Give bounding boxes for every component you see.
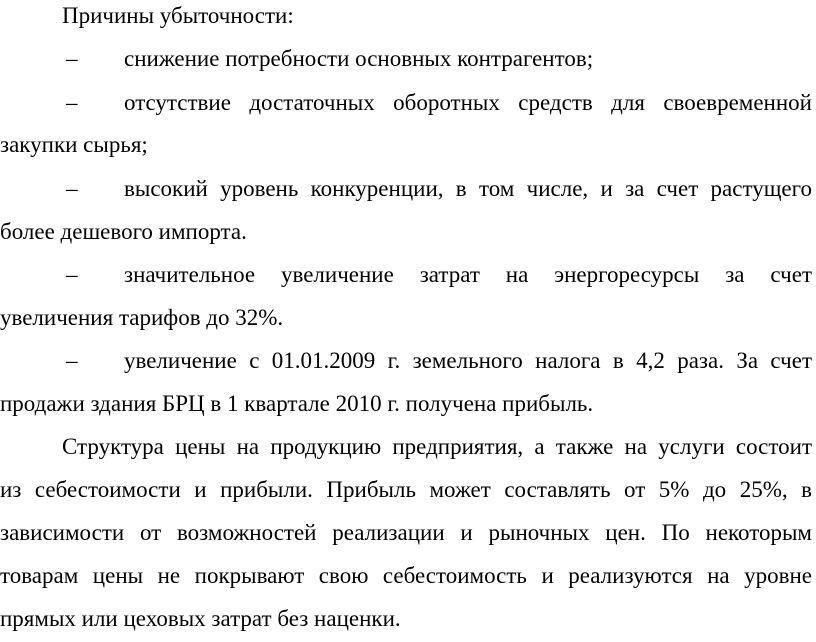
bullet-4-continuation: увеличения тарифов до 32%. <box>0 305 284 330</box>
paragraph-line: зависимости от возможностей реализации и рыночных цен. По некоторым <box>0 520 812 545</box>
bullet-4-text: значительное увеличение затрат на энергоресурсы за счет <box>124 262 812 287</box>
bullet-5-text: увеличение с 01.01.2009 г. земельного налога в 4,2 раза. За счет <box>124 348 812 373</box>
bullet-2-continuation: закупки сырья; <box>0 132 148 157</box>
bullet-dash: – <box>66 348 78 373</box>
bullet-3-continuation: более дешевого импорта. <box>0 219 247 244</box>
bullet-dash: – <box>66 46 78 71</box>
bullet-dash: – <box>66 176 78 201</box>
bullet-2-text: отсутствие достаточных оборотных средств для своевременной <box>124 90 812 115</box>
paragraph-line: из себестоимости и прибыли. Прибыль может составлять от 5% до 25%, в <box>0 477 812 502</box>
paragraph-line: товарам цены не покрывают свою себестоимость и реализуются на уровне <box>0 563 812 588</box>
bullet-1-text: снижение потребности основных контрагентов; <box>124 46 594 71</box>
bullet-5-continuation: продажи здания БРЦ в 1 квартале 2010 г. получена прибыль. <box>0 391 594 416</box>
bullet-dash: – <box>66 90 78 115</box>
bullet-dash: – <box>66 262 78 287</box>
paragraph-line: Структура цены на продукцию предприятия, а также на услуги состоит <box>62 434 812 459</box>
section-heading: Причины убыточности: <box>62 3 294 28</box>
bullet-3-text: высокий уровень конкуренции, в том числе, и за счет растущего <box>124 176 812 201</box>
paragraph-line: прямых или цеховых затрат без наценки. <box>0 606 401 631</box>
